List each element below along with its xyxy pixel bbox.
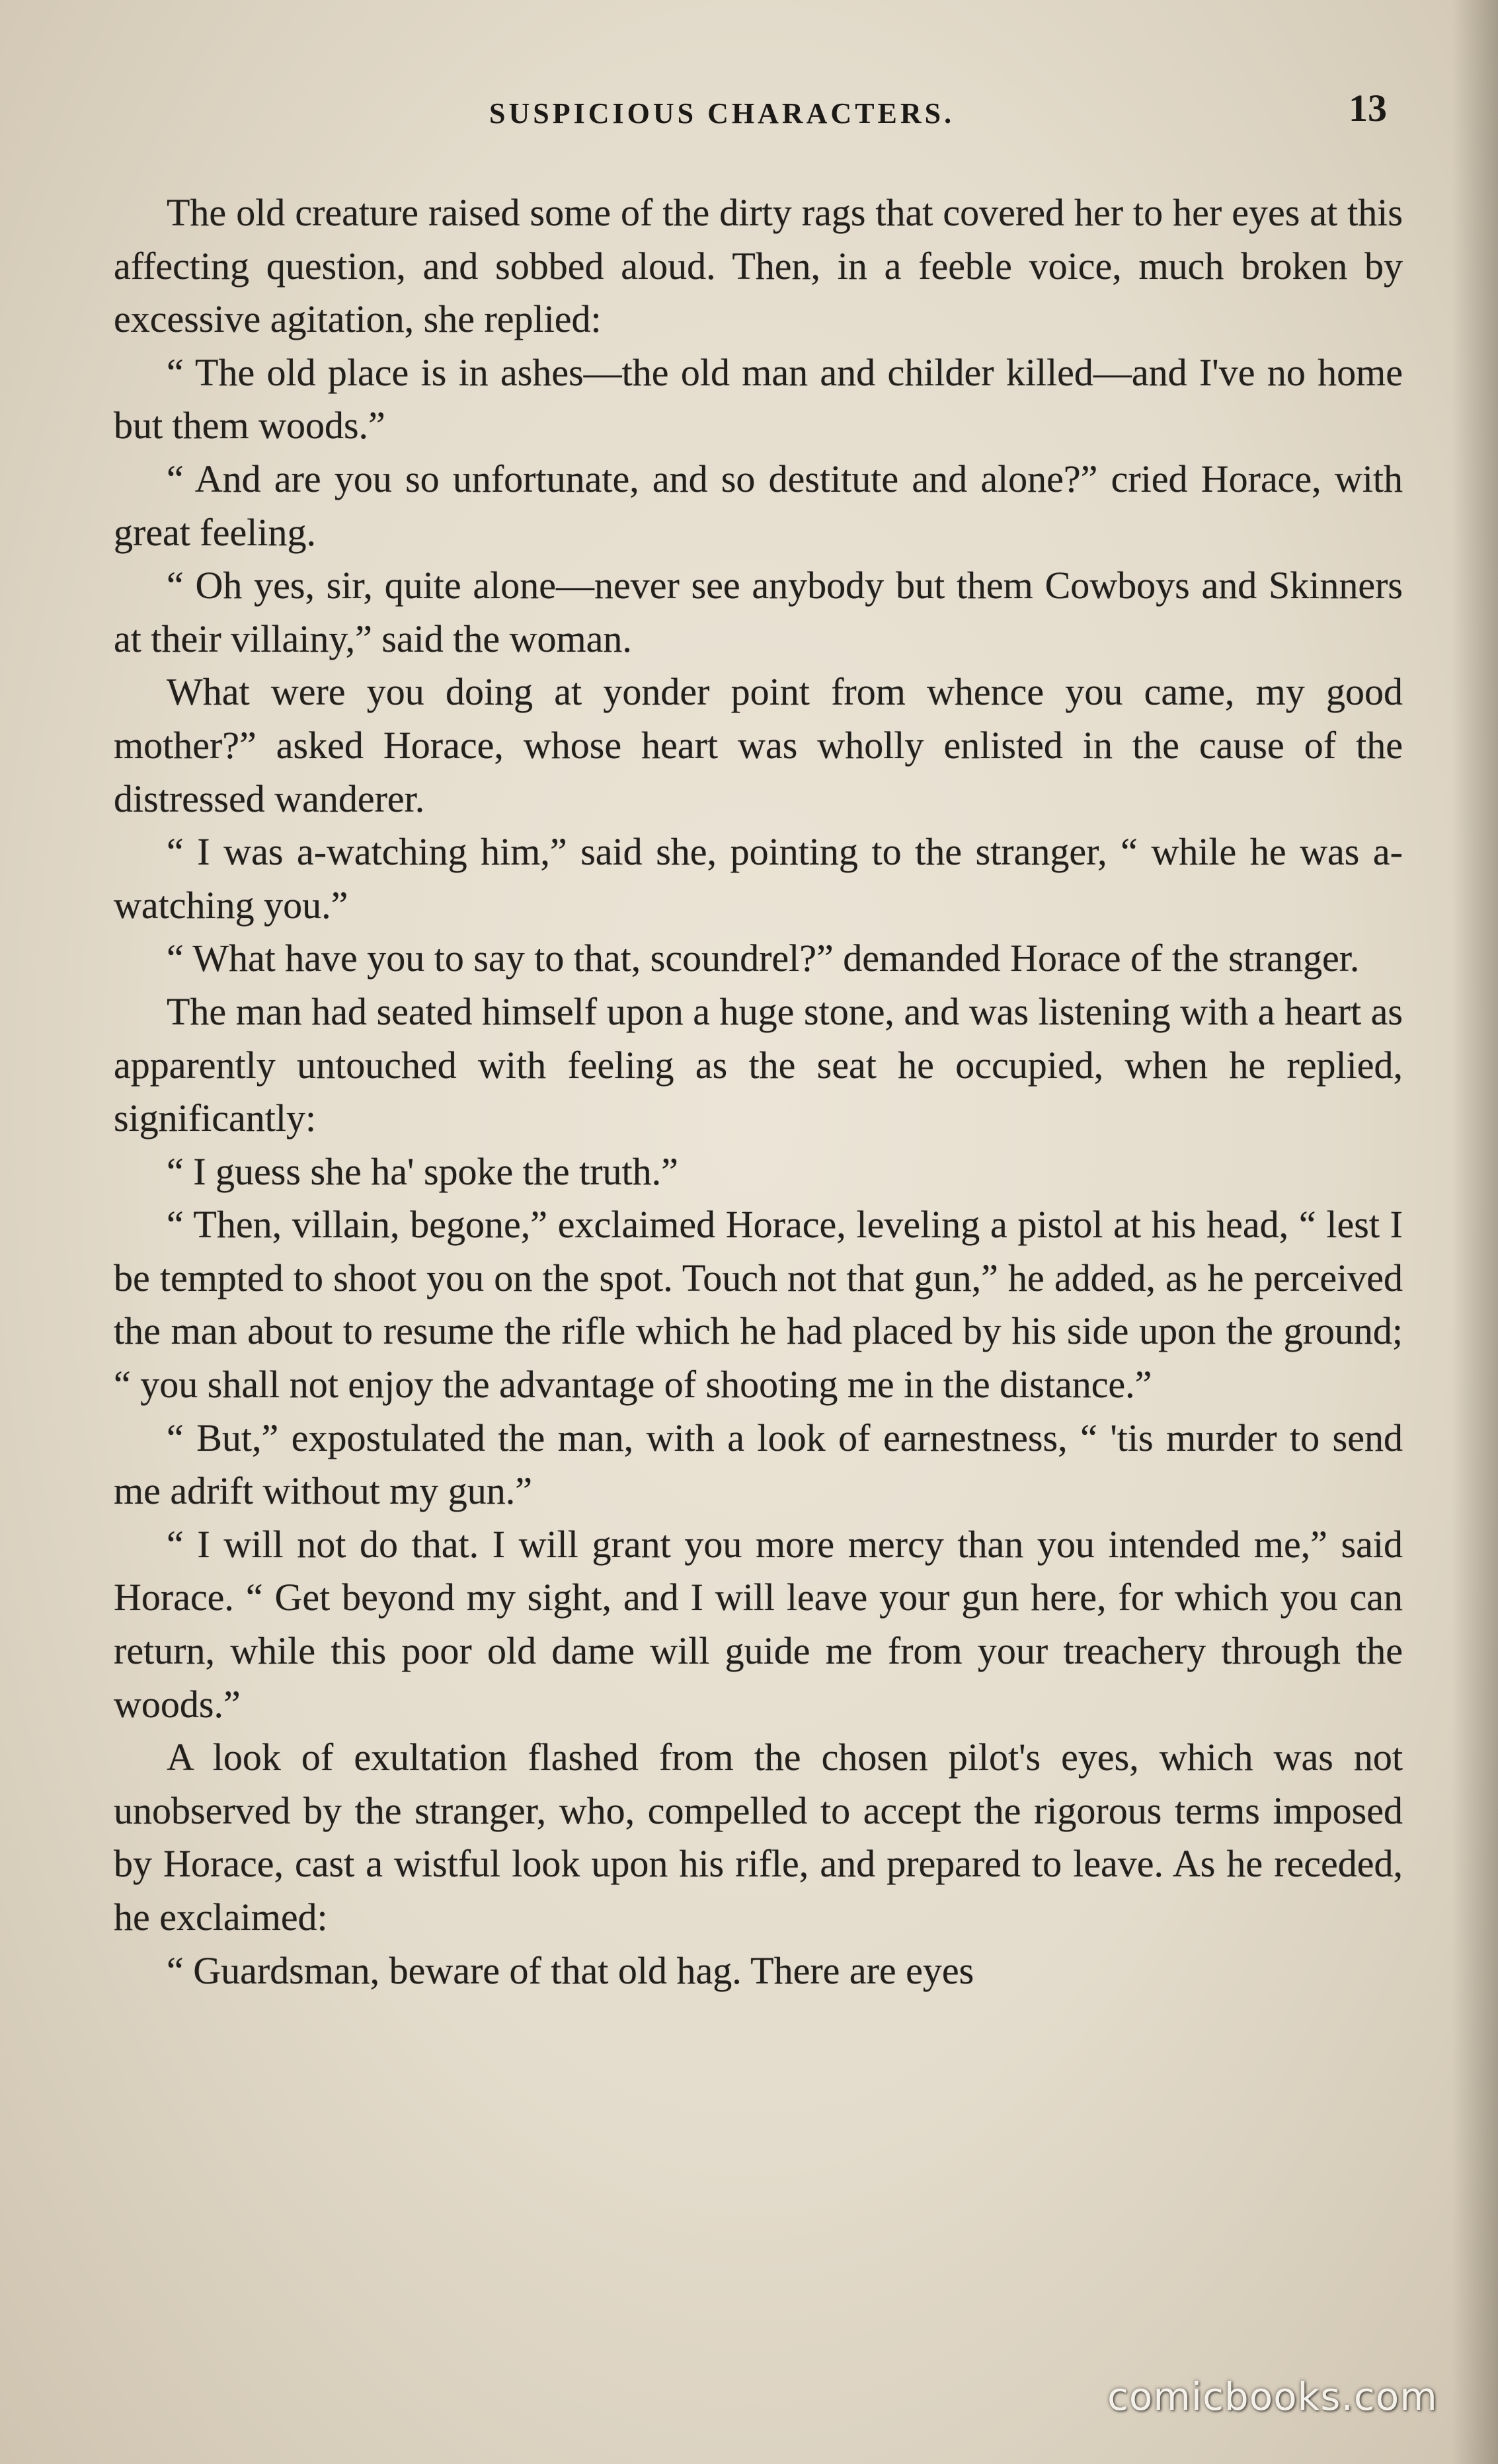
paragraph: The old creature raised some of the dirty rags that covered her to her eyes at this affecting question, and sobbed aloud. Then, in a feeble voice, much broken by excessive agitation, she replied: [114, 191, 1403, 341]
paragraph: “ I was a-watching him,” said she, pointing to the stranger, “ while he was a-watching you.” [114, 830, 1403, 927]
paragraph: “ Oh yes, sir, quite alone—never see anybody but them Cowboys and Skinners at their villainy,” said the woman. [114, 564, 1403, 660]
paragraph: “ What have you to say to that, scoundrel?” demanded Horace of the stranger. [167, 937, 1360, 980]
paragraph: “ But,” expostulated the man, with a look of earnestness, “ 'tis murder to send me adrift without my gun.” [114, 1416, 1403, 1513]
paragraph: “ I will not do that. I will grant you more mercy than you intended me,” said Horace. “ Get beyond my sight, and I will leave your gun here, for which you can return, while this poor old dame will guide me from your treachery through the woods.” [114, 1522, 1403, 1726]
paragraph: “ And are you so unfortunate, and so destitute and alone?” cried Horace, with great feeling. [114, 457, 1403, 554]
paragraph: “ Guardsman, beware of that old hag. There are eyes [167, 1948, 974, 1992]
page-edge-shadow [1452, 0, 1498, 2464]
page-number: 13 [1349, 87, 1387, 130]
running-head [0, 86, 1498, 139]
paragraph: What were you doing at yonder point from whence you came, my good mother?” asked Horace, whose heart was wholly enlisted in the cause of the distressed wanderer. [114, 670, 1403, 820]
paragraph: The man had seated himself upon a huge stone, and was listening with a heart as apparently untouched with feeling as the seat he occupied, when he replied, significantly: [114, 989, 1403, 1140]
paragraph: “ I guess she ha' spoke the truth.” [167, 1149, 678, 1193]
paragraph: “ Then, villain, begone,” exclaimed Horace, leveling a pistol at his head, “ lest I be tempted to shoot you on the spot. Touch not that gun,” he added, as he perceived the man about to resume the rifle which he had placed by his side upon the ground; “ you shall not enjoy the advantage of shooting me in the distance.” [114, 1203, 1403, 1406]
watermark: comicbooks.com [1107, 2374, 1438, 2419]
paragraph: “ The old place is in ashes—the old man and childer killed—and I've no home but them woods.” [114, 350, 1403, 447]
body-text [114, 186, 1403, 1997]
running-title: SUSPICIOUS CHARACTERS. [489, 97, 955, 130]
paragraph: A look of exultation flashed from the chosen pilot's eyes, which was not unobserved by the stranger, who, compelled to accept the rigorous terms imposed by Horace, cast a wistful look upon his rifle, and prepared to leave. As he receded, he exclaimed: [114, 1736, 1403, 1939]
